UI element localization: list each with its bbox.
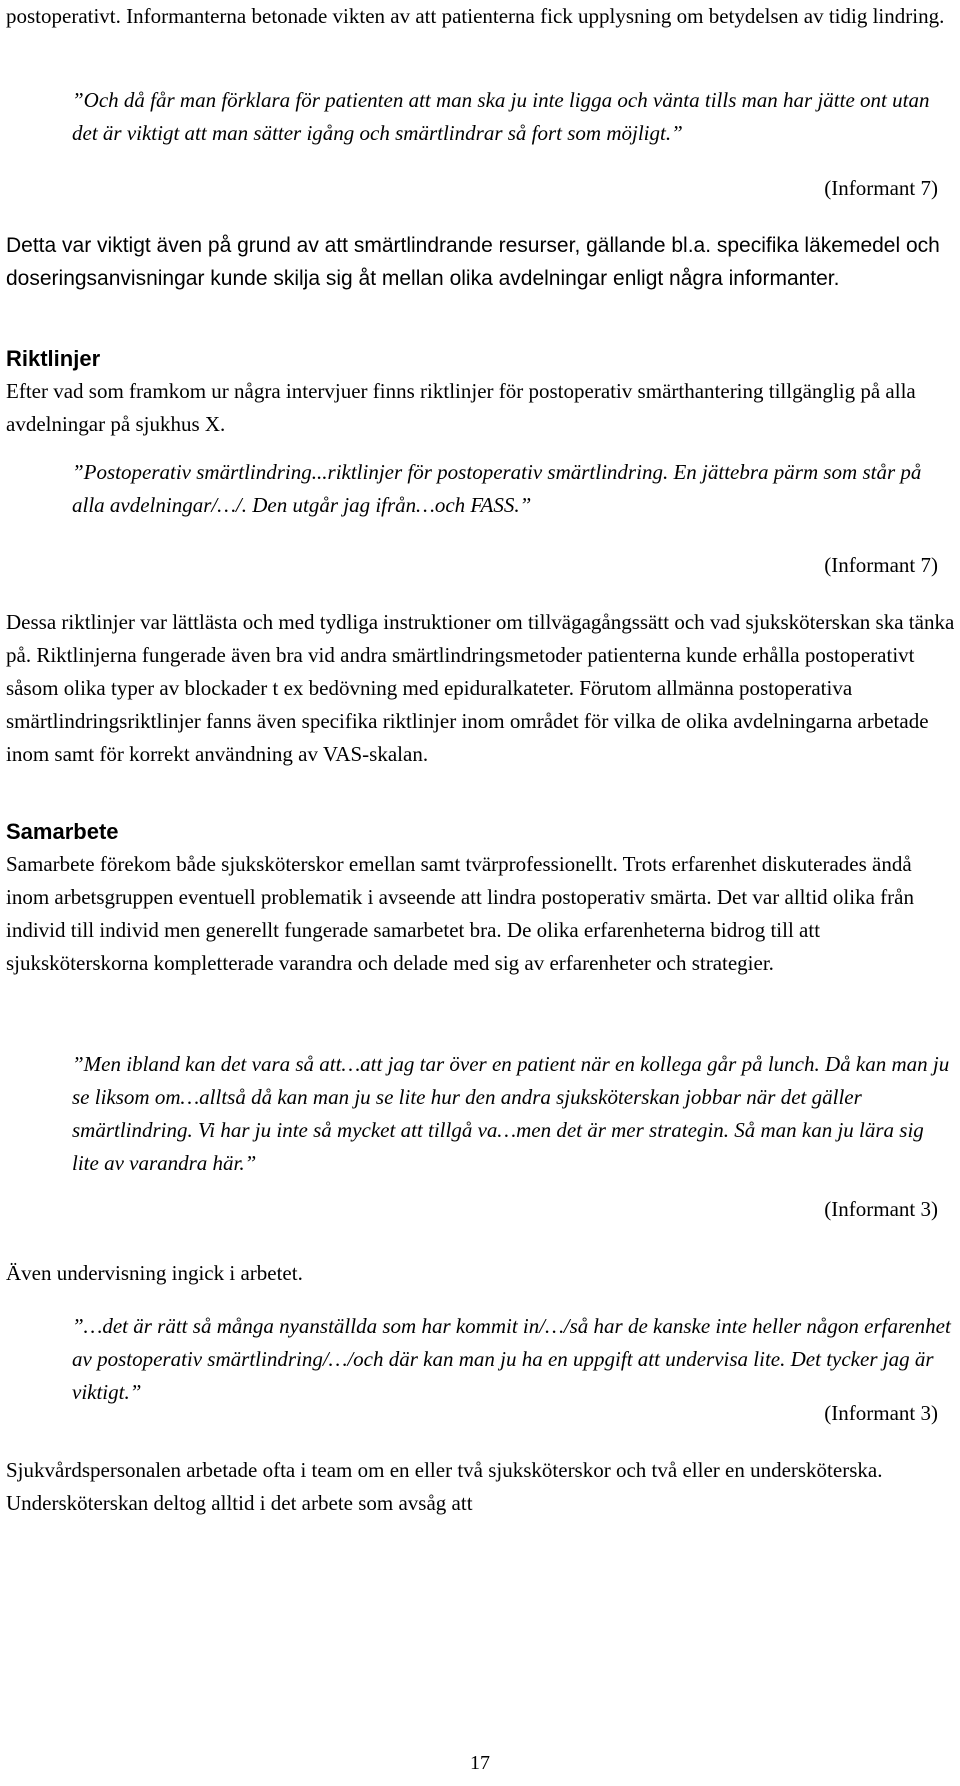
quote-attribution: (Informant 7) [824, 176, 938, 200]
quote-informant-7-b: ”Postoperativ smärtlindring...riktlinjer för postoperativ smärtlindring. En jättebra pärm som står på alla avdelningar/…/. Den utgår jag ifrån…och FASS.” [72, 460, 922, 517]
paragraph-intro: postoperativt. Informanterna betonade vikten av att patienterna fick upplysning om betydelsen av tidig lindring. [6, 4, 945, 28]
quote-attribution: (Informant 3) [824, 1401, 938, 1425]
quote-informant-3-a: ”Men ibland kan det vara så att…att jag tar över en patient när en kollega går på lunch. Då kan man ju se liksom om…alltså då kan man ju se lite hur den andra sjuksköterskan jobbar när det gäller smärtlindring. Vi har ju inte så mycket att tillgå va…men det är mer strategin. Så man kan ju lära sig lite av varandra här.” [72, 1052, 950, 1175]
heading-riktlinjer: Riktlinjer [6, 346, 101, 371]
quote-informant-3-b: ”…det är rätt så många nyanställda som har kommit in/…/så har de kanske inte heller någon erfarenhet av postoperativ smärtlindring/…/och där kan man ju ha en uppgift att undervisa lite. Det tycker jag är viktigt.” [72, 1314, 951, 1404]
heading-samarbete: Samarbete [6, 819, 119, 844]
paragraph-undervisning: Även undervisning ingick i arbetet. [6, 1261, 303, 1285]
page-number: 17 [470, 1752, 490, 1774]
paragraph-team: Sjukvårdspersonalen arbetade ofta i team om en eller två sjuksköterskor och två eller en undersköterska. Undersköterskan deltog alltid i det arbete som avsåg att [6, 1458, 883, 1515]
paragraph-resurser: Detta var viktigt även på grund av att smärtlindrande resurser, gällande bl.a. specifika läkemedel och doseringsanvisningar kunde skilja sig åt mellan olika avdelningar enligt några informanter. [6, 234, 940, 290]
quote-attribution: (Informant 7) [824, 553, 938, 577]
quote-attribution: (Informant 3) [824, 1197, 938, 1221]
paragraph-lattlasta: Dessa riktlinjer var lättlästa och med tydliga instruktioner om tillvägagångssätt och vad sjuksköterskan ska tänka på. Riktlinjerna fungerade även bra vid andra smärtlindringsmetoder patienterna kunde erhålla postoperativt såsom olika typer av blockader t ex bedövning med epiduralkateter. Förutom allmänna postoperativa smärtlindringsriktlinjer fanns även specifika riktlinjer inom området för vilka de olika avdelningarna arbetade inom samt för korrekt användning av VAS-skalan. [6, 610, 955, 766]
quote-informant-7-a: ”Och då får man förklara för patienten att man ska ju inte ligga och vänta tills man har jätte ont utan det är viktigt att man sätter igång och smärtlindrar så fort som möjligt.” [72, 88, 930, 145]
paragraph-samarbete: Samarbete förekom både sjuksköterskor emellan samt tvärprofessionellt. Trots erfarenhet diskuterades ändå inom arbetsgruppen eventuell problematik i avseende att lindra postoperativ smärta. Det var alltid olika från individ till individ men generellt fungerade samarbetet bra. De olika erfarenheterna bidrog till att sjuksköterskorna kompletterade varandra och delade med sig av erfarenheter och strategier. [6, 852, 914, 975]
paragraph-riktlinjer: Efter vad som framkom ur några intervjuer finns riktlinjer för postoperativ smärthantering tillgänglig på alla avdelningar på sjukhus X. [6, 379, 916, 436]
